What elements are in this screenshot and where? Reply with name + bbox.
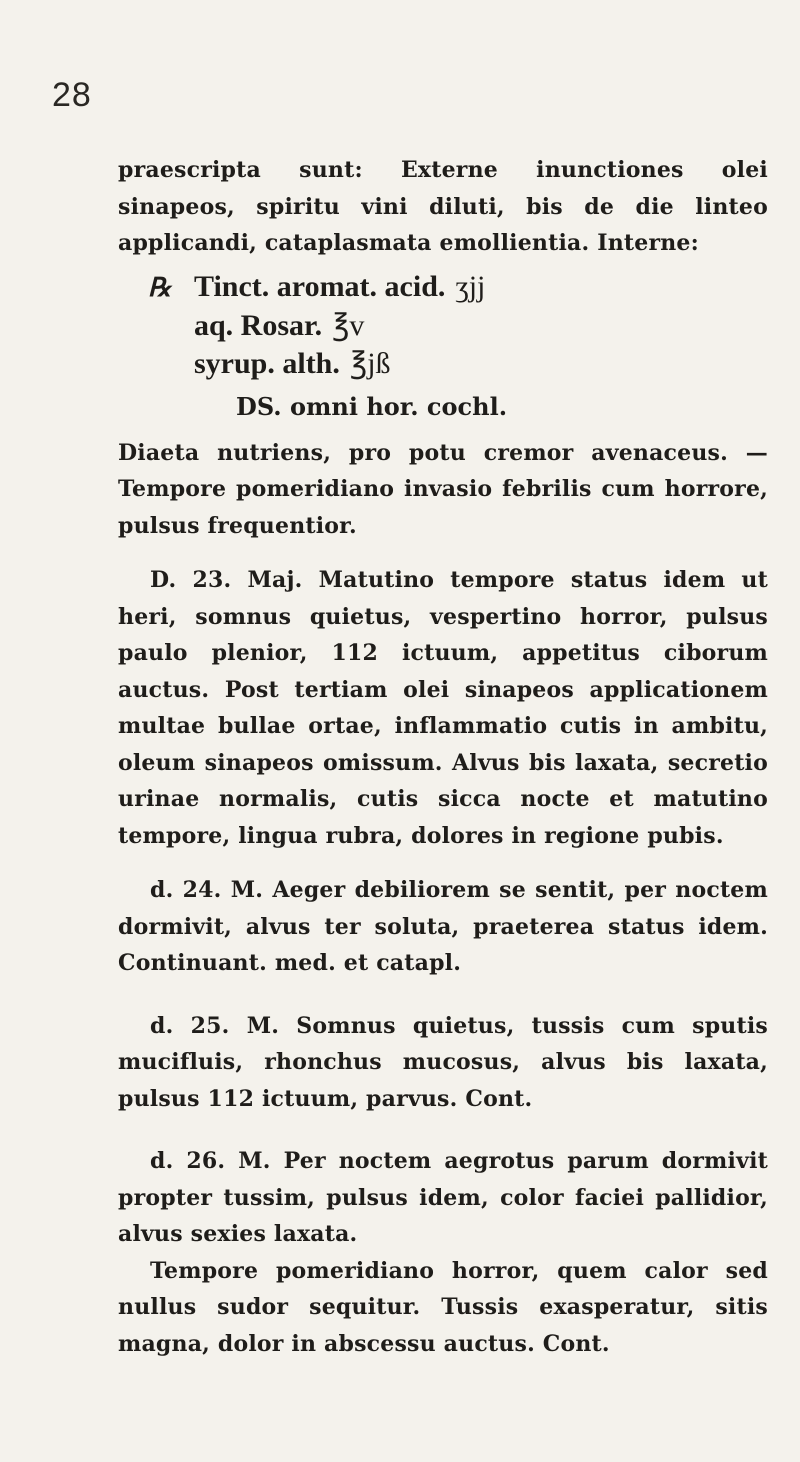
recipe-dose-1: ʒjj bbox=[455, 269, 486, 303]
paragraph-day-23: D. 23. Maj. Matutino tempore status idem ut heri, somnus quietus, vespertino horror, pulsus paulo plenior, 112 ictuum, appetitus ciborum auctus. Post tertiam olei sinapeos applicationem multae bullae ortae, inflammatio cutis in ambitu, oleum sinapeos omissum. Alvus bis laxata, secretio urinae normalis, cutis sicca nocte et matutino tempore, lingua rubra, dolores in regione pubis. bbox=[118, 567, 768, 849]
recipe-signa: DS. omni hor. cochl. bbox=[236, 391, 508, 421]
paragraph-diet: Diaeta nutriens, pro potu cremor avenaceus. — Tempore pomeridiano invasio febrilis cum horrore, pulsus frequentior. bbox=[118, 439, 768, 539]
paragraph-afternoon: Tempore pomeridiano horror, quem calor sed nullus sudor sequitur. Tussis exasperatur, sitis magna, dolor in abscessu auctus. Cont. bbox=[118, 1257, 768, 1357]
recipe-ingredient-3: syrup. alth. bbox=[194, 346, 340, 380]
body-text bbox=[118, 152, 768, 1362]
recipe-line-3 bbox=[194, 345, 768, 383]
recipe-ingredient-1: Tinct. aromat. acid. bbox=[194, 269, 446, 303]
recipe-block bbox=[118, 268, 768, 383]
paragraph-day-24: d. 24. M. Aeger debiliorem se sentit, per noctem dormivit, alvus ter soluta, praeterea status idem. Continuant. med. et catapl. bbox=[118, 877, 768, 976]
recipe-dose-3: ℥jß bbox=[349, 346, 391, 380]
paragraph-day-26: d. 26. M. Per noctem aegrotus parum dormivit propter tussim, pulsus idem, color faciei pallidior, alvus sexies laxata. bbox=[118, 1148, 768, 1247]
recipe-line-1 bbox=[148, 268, 768, 307]
paragraph-day-25: d. 25. M. Somnus quietus, tussis cum sputis mucifluis, rhonchus mucosus, alvus bis laxata, pulsus 112 ictuum, parvus. Cont. bbox=[118, 1012, 768, 1112]
paragraph-prescription-intro: praescripta sunt: Externe inunctiones olei sinapeos, spiritu vini diluti, bis de die linteo applicandi, cataplasmata emollientia. Interne: bbox=[118, 157, 768, 256]
page-number: 28 bbox=[52, 76, 92, 114]
recipe-symbol-icon: ℞ bbox=[148, 272, 172, 302]
recipe-ingredient-2: aq. Rosar. bbox=[194, 308, 323, 342]
recipe-line-2 bbox=[194, 307, 768, 345]
recipe-dose-2: ℥v bbox=[332, 308, 365, 342]
